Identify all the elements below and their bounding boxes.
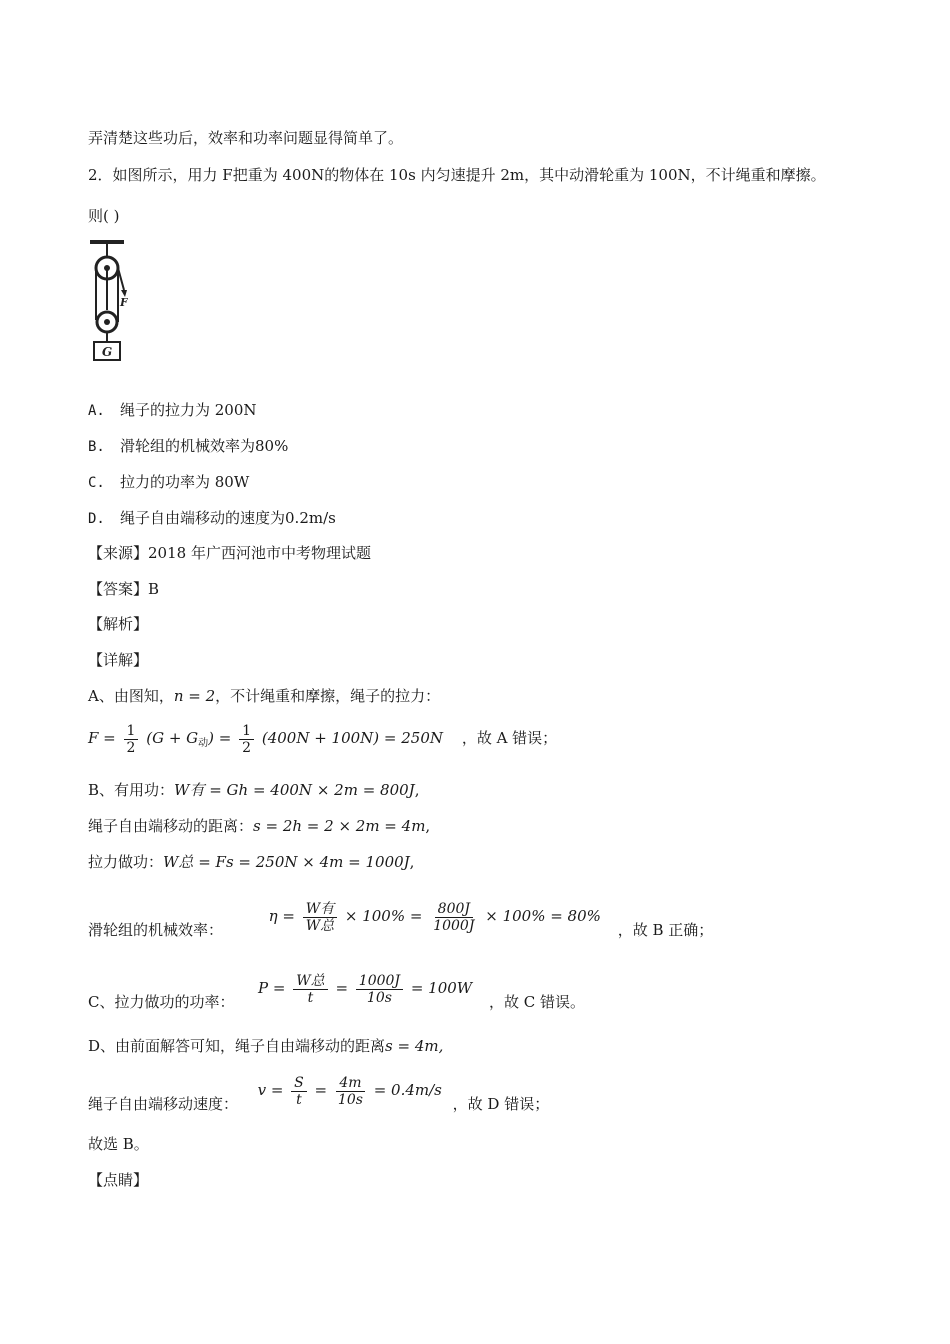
question-text: 2．如图所示，用力 F把重为 400N的物体在 10s 内匀速提升 2m，其中动滑轮重为 100N，不计绳重和摩擦。 — [88, 166, 826, 184]
step-a-formula: F = $\frac{1}{2}$ $(G + G_动)$ = $\frac{1}{2}$ (400N + 100N) = 250N ，故 A 错误； — [88, 722, 558, 756]
option-a — [88, 400, 257, 421]
step-b-efficiency: 滑轮组的机械效率： η = $\frac{\text{W有}}{\text{W总}}$ × 100% = $\frac{800J}{1000J}$ × 100% = 80% ，故 B 正确； — [88, 900, 714, 939]
step-c-power: C、拉力做功的功率： P = $\frac{\text{W总}}{t}$ = $\frac{1000J}{10s}$ = 100W ，故 C 错误。 — [88, 972, 586, 1011]
option-d — [88, 508, 336, 529]
step-a-intro: A、由图知，n = 2，不计绳重和摩擦，绳子的拉力： — [88, 687, 441, 705]
option-b — [88, 436, 288, 457]
weight-label: G — [102, 345, 113, 359]
step-c-conclusion: ，故 C 错误。 — [489, 993, 586, 1011]
step-d-intro: D、由前面解答可知，绳子自由端移动的距离s = 4m, — [88, 1037, 444, 1055]
question-then: 则( ) — [88, 207, 120, 225]
step-a-n: n = 2 — [173, 687, 216, 705]
option-d-text: 绳子自由端移动的速度为0.2m/s — [120, 509, 336, 527]
final-choice: 故选 B。 — [88, 1135, 149, 1153]
detail-heading: 【详解】 — [88, 651, 149, 669]
analysis-heading: 【解析】 — [88, 615, 149, 633]
point-heading: 【点睛】 — [88, 1171, 149, 1189]
option-a-label: A. — [88, 403, 105, 419]
step-d-velocity: 绳子自由端移动速度： v = $\frac{S}{t}$ = $\frac{4m}{10s}$ = 0.4m/s ，故 D 错误； — [88, 1074, 550, 1113]
option-b-label: B. — [88, 439, 105, 455]
force-label: F — [120, 296, 128, 309]
option-c-text: 拉力的功率为 80W — [120, 473, 250, 491]
option-a-text: 绳子的拉力为 200N — [120, 401, 257, 419]
source-line: 【来源】2018 年广西河池市中考物理试题 — [88, 544, 371, 562]
pulley-diagram — [88, 240, 128, 365]
option-c — [88, 472, 249, 493]
option-b-text: 滑轮组的机械效率为80% — [120, 437, 289, 455]
ceiling-mount — [90, 240, 124, 244]
step-b-useful-work: B、有用功：W有 = Gh = 400N × 2m = 800J, — [88, 781, 420, 799]
step-b-conclusion: ，故 B 正确； — [617, 921, 714, 939]
option-d-label: D. — [88, 511, 105, 527]
step-d-conclusion: ，故 D 错误； — [452, 1095, 550, 1113]
option-c-label: C. — [88, 475, 105, 491]
step-b-distance: 绳子自由端移动的距离：s = 2h = 2 × 2m = 4m, — [88, 817, 431, 835]
step-a-conclusion: ，故 A 错误； — [461, 729, 558, 747]
answer-line: 【答案】B — [88, 580, 160, 598]
step-b-total-work: 拉力做功：W总 = Fs = 250N × 4m = 1000J, — [88, 853, 415, 871]
intro-text: 弄清楚这些功后，效率和功率问题显得简单了。 — [88, 129, 404, 147]
